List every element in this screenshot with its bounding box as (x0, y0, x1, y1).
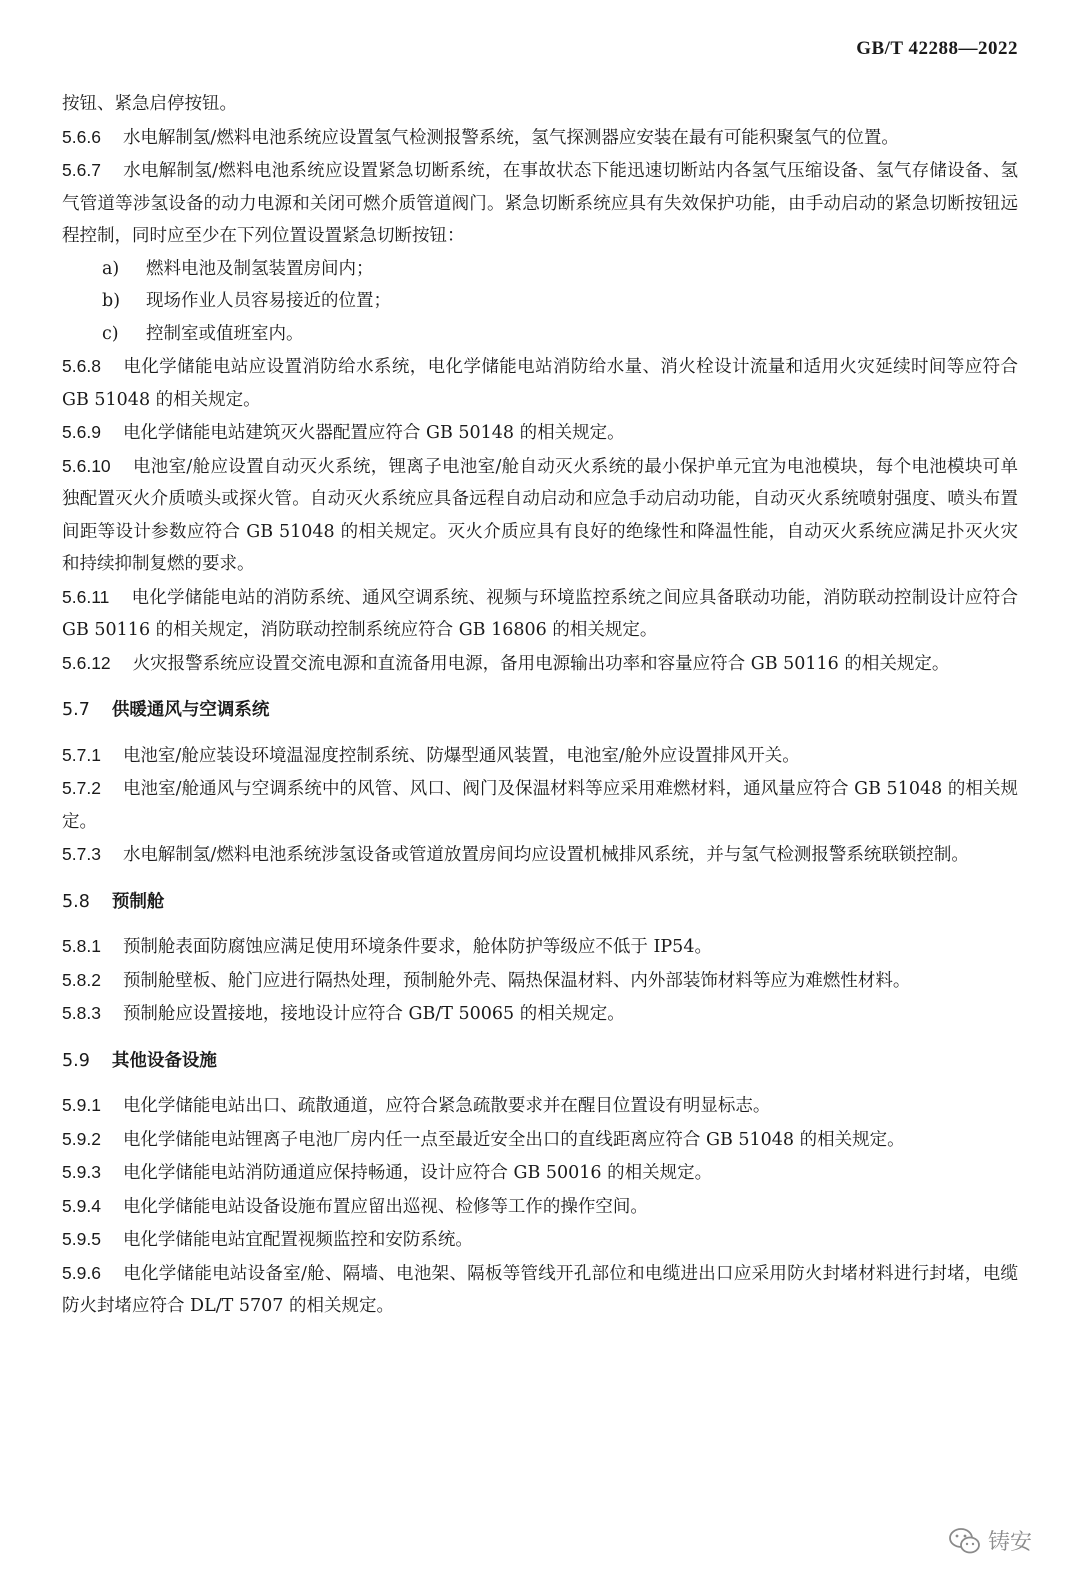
clause-5-6-7 (62, 154, 1018, 253)
clause-text: 水电解制氢/燃料电池系统应设置紧急切断系统，在事故状态下能迅速切断站内各氢气压缩设备、氢气存储设备、氢气管道等涉氢设备的动力电源和关闭可燃介质管道阀门。紧急切断系统应具有失效保护功能，由手动启动的紧急切断按钮远程控制，同时应至少在下列位置设置紧急切断按钮： (62, 161, 1018, 246)
section-heading-5-7 (62, 694, 1018, 727)
clause-text: 电化学储能电站设备设施布置应留出巡视、检修等工作的操作空间。 (122, 1196, 648, 1217)
clause-5-6-6 (62, 121, 1018, 155)
paragraph (62, 88, 1018, 121)
list-item-text: 控制室或值班室内。 (146, 323, 304, 344)
clause-number: 5.9.4 (62, 1195, 101, 1216)
section-title: 供暖通风与空调系统 (111, 700, 270, 720)
list-item-c (62, 318, 1018, 351)
section-number: 5.7 (62, 700, 90, 720)
clause-5-7-2 (62, 772, 1018, 838)
clause-text: 预制舱表面防腐蚀应满足使用环境条件要求，舱体防护等级应不低于 IP54。 (122, 937, 712, 957)
clause-number: 5.8.2 (62, 969, 101, 990)
clause-text: 电化学储能电站出口、疏散通道，应符合紧急疏散要求并在醒目位置设有明显标志。 (122, 1096, 771, 1116)
clause-number: 5.8.1 (62, 936, 101, 956)
list-marker: b) (102, 291, 121, 311)
section-heading-5-9 (62, 1045, 1018, 1078)
clause-5-9-3 (62, 1156, 1018, 1190)
clause-text: 电化学储能电站锂离子电池厂房内任一点至最近安全出口的直线距离应符合 GB 51048 的相关规定。 (122, 1129, 905, 1150)
clause-number: 5.9.5 (62, 1229, 101, 1249)
clause-text: 电化学储能电站应设置消防给水系统，电化学储能电站消防给水量、消火栓设计流量和适用火灾延续时间等应符合 GB 51048 的相关规定。 (62, 357, 1018, 410)
clause-5-9-5 (62, 1223, 1018, 1257)
clause-number: 5.9.2 (62, 1128, 101, 1149)
clause-text: 火灾报警系统应设置交流电源和直流备用电源，备用电源输出功率和容量应符合 GB 50116 的相关规定。 (132, 653, 950, 674)
clause-5-6-11 (62, 581, 1018, 647)
clause-5-7-1 (62, 739, 1018, 773)
clause-text: 水电解制氢/燃料电池系统应设置氢气检测报警系统，氢气探测器应安装在最有可能积聚氢气的位置。 (122, 127, 899, 148)
document-body (62, 88, 1018, 1323)
watermark (948, 1525, 1032, 1556)
clause-5-9-1 (62, 1089, 1018, 1123)
clause-text: 电化学储能电站的消防系统、通风空调系统、视频与环境监控系统之间应具备联动功能，消防联动控制设计应符合 GB 50116 的相关规定，消防联动控制系统应符合 GB 16806 的相关规定。 (62, 587, 1018, 640)
clause-text: 电化学储能电站建筑灭火器配置应符合 GB 50148 的相关规定。 (122, 423, 625, 443)
clause-text: 电池室/舱应装设环境温湿度控制系统、防爆型通风装置，电池室/舱外应设置排风开关。 (122, 745, 800, 766)
clause-number: 5.6.6 (62, 126, 101, 147)
list-item-text: 现场作业人员容易接近的位置； (146, 291, 391, 311)
clause-text: 电池室/舱应设置自动灭火系统，锂离子电池室/舱自动灭火系统的最小保护单元宜为电池模块，每个电池模块可单独配置灭火介质喷头或探火管。自动灭火系统应具备远程自动启动和应急手动启动功能，自动灭火系统喷射强度、喷头布置间距等设计参数应符合 GB 51048 的相关规定。灭火介质应具有良好的绝缘性和降温性能，自动灭火系统应满足扑灭火灾和持续抑制复燃的要求。 (62, 456, 1018, 574)
clause-text: 预制舱壁板、舱门应进行隔热处理，预制舱外壳、隔热保温材料、内外部装饰材料等应为难燃性材料。 (122, 970, 911, 991)
clause-5-8-3 (62, 997, 1018, 1031)
standard-number: GB/T 42288—2022 (856, 38, 1018, 59)
clause-5-6-10 (62, 450, 1018, 581)
clause-5-9-2 (62, 1123, 1018, 1157)
section-title: 其他设备设施 (111, 1050, 217, 1071)
clause-number: 5.7.2 (62, 778, 101, 798)
list-marker: c) (102, 323, 119, 344)
clause-number: 5.7.3 (62, 844, 101, 864)
clause-5-6-8 (62, 350, 1018, 416)
clause-number: 5.6.12 (62, 652, 111, 673)
clause-number: 5.9.3 (62, 1162, 101, 1182)
clause-5-9-6 (62, 1257, 1018, 1323)
clause-text: 电化学储能电站设备室/舱、隔墙、电池架、隔板等管线开孔部位和电缆进出口应采用防火封堵材料进行封堵，电缆防火封堵应符合 DL/T 5707 的相关规定。 (62, 1263, 1018, 1316)
clause-5-7-3 (62, 838, 1018, 872)
clause-number: 5.9.1 (62, 1095, 101, 1115)
clause-5-8-1 (62, 930, 1018, 964)
clause-number: 5.6.10 (62, 455, 111, 476)
wechat-icon (948, 1527, 982, 1555)
list-marker: a) (102, 258, 120, 279)
clause-5-6-12 (62, 647, 1018, 681)
clause-number: 5.6.11 (62, 586, 110, 607)
section-number: 5.8 (62, 891, 90, 912)
section-title: 预制舱 (111, 891, 165, 912)
clause-5-9-4 (62, 1190, 1018, 1224)
clause-number: 5.6.8 (62, 356, 101, 376)
clause-5-8-2 (62, 964, 1018, 998)
section-heading-5-8 (62, 886, 1018, 919)
clause-text: 电池室/舱通风与空调系统中的风管、风口、阀门及保温材料等应采用难燃材料，通风量应符合 GB 51048 的相关规定。 (62, 779, 1018, 832)
watermark-text: 铸安 (987, 1530, 1032, 1555)
clause-number: 5.6.9 (62, 422, 101, 442)
clause-number: 5.8.3 (62, 1003, 101, 1023)
clause-number: 5.7.1 (62, 744, 101, 765)
list-item-a (62, 253, 1018, 286)
list-item-text: 燃料电池及制氢装置房间内； (146, 258, 374, 279)
paragraph-text: 按钮、紧急启停按钮。 (62, 94, 237, 114)
list-item-b (62, 285, 1018, 318)
clause-number: 5.6.7 (62, 160, 101, 180)
clause-number: 5.9.6 (62, 1262, 101, 1283)
clause-text: 电化学储能电站消防通道应保持畅通，设计应符合 GB 50016 的相关规定。 (122, 1163, 713, 1183)
clause-text: 水电解制氢/燃料电池系统涉氢设备或管道放置房间均应设置机械排风系统，并与氢气检测报警系统联锁控制。 (122, 845, 969, 865)
section-number: 5.9 (62, 1050, 90, 1071)
clause-text: 电化学储能电站宜配置视频监控和安防系统。 (122, 1230, 473, 1250)
clause-5-6-9 (62, 416, 1018, 450)
clause-text: 预制舱应设置接地，接地设计应符合 GB/T 50065 的相关规定。 (122, 1004, 625, 1024)
